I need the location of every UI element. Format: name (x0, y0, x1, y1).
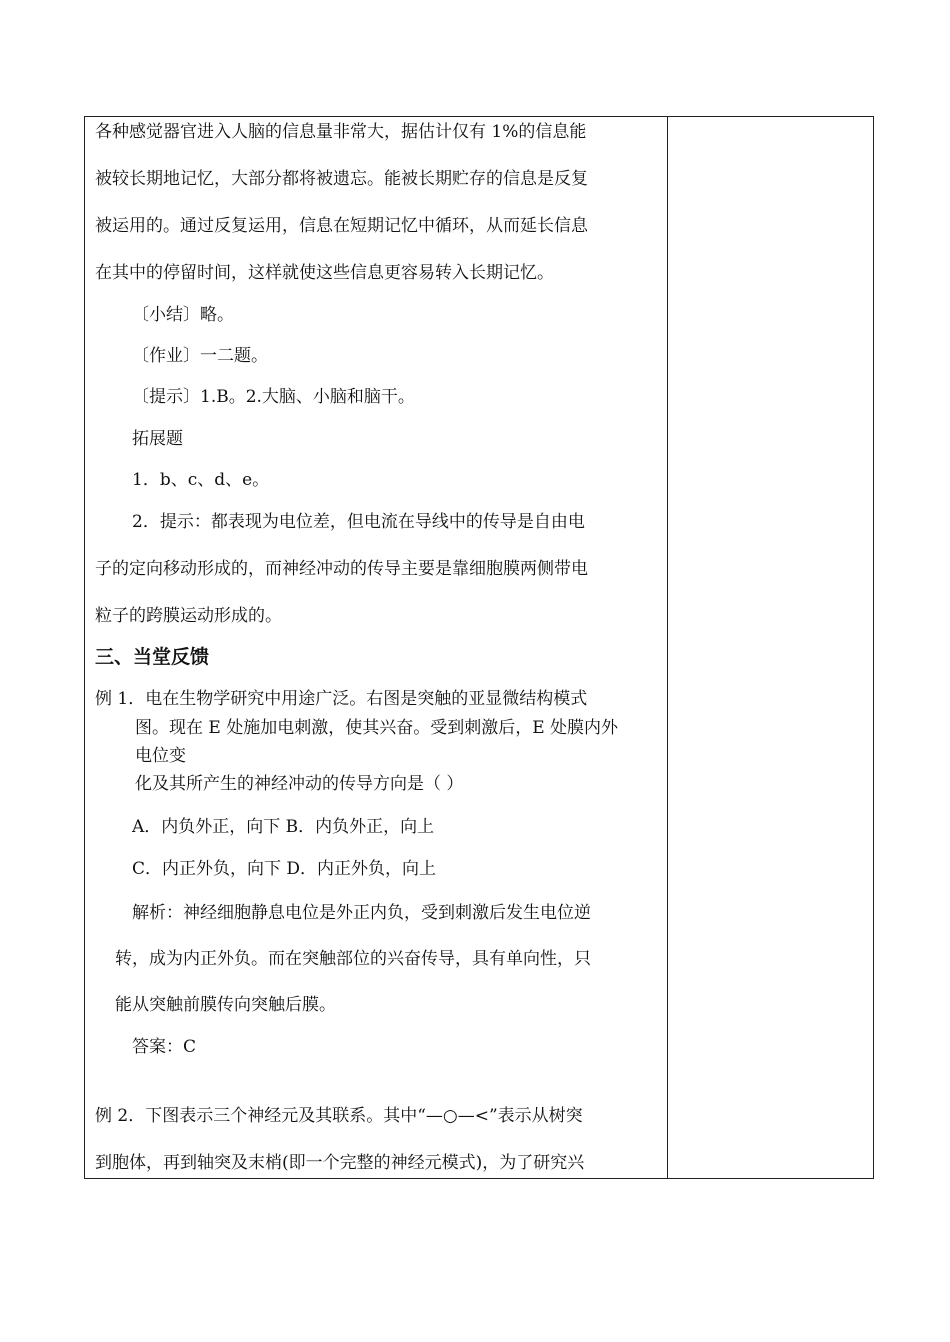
example1-analysis: 转，成为内正外负。而在突触部位的兴奋传导，具有单向性，只 (115, 949, 591, 969)
extension-title: 拓展题 (132, 429, 183, 449)
intro-line: 被较长期地记忆，大部分都将被遗忘。能被长期贮存的信息是反复 (95, 169, 588, 189)
example1-options-cd: C．内正外负，向下 D．内正外负，向上 (132, 859, 437, 879)
extension-answer-1: 1．b、c、d、e。 (132, 470, 270, 490)
homework-line: 〔作业〕一二题。 (132, 346, 268, 366)
example2-question: 到胞体，再到轴突及末梢(即一个完整的神经元模式)，为了研究兴 (95, 1153, 585, 1173)
intro-line: 在其中的停留时间，这样就使这些信息更容易转入长期记忆。 (95, 263, 554, 283)
example1-options-ab: A．内负外正，向下 B．内负外正，向上 (132, 817, 435, 837)
intro-line: 各种感觉器官进入人脑的信息量非常大，据估计仅有 1%的信息能 (95, 122, 587, 142)
example1-question: 图。现在 E 处施加电刺激，使其兴奋。受到刺激后，E 处膜内外 (135, 718, 619, 738)
extension-answer-2: 2．提示：都表现为电位差，但电流在导线中的传导是自由电 (132, 512, 585, 532)
section-title: 三、当堂反馈 (95, 646, 210, 668)
example2-question: 例 2．下图表示三个神经元及其联系。其中“—○—<”表示从树突 (95, 1106, 583, 1126)
extension-answer-2: 子的定向移动形成的，而神经冲动的传导主要是靠细胞膜两侧带电 (95, 559, 588, 579)
notes-column (668, 117, 873, 1178)
example1-question: 例 1．电在生物学研究中用途广泛。右图是突触的亚显微结构模式 (95, 689, 588, 709)
example1-question: 化及其所产生的神经冲动的传导方向是（ ） (135, 774, 464, 794)
example1-question: 电位变 (135, 746, 186, 766)
example1-answer: 答案：C (132, 1037, 197, 1057)
summary-line: 〔小结〕略。 (132, 305, 234, 325)
example1-analysis: 能从突触前膜传向突触后膜。 (115, 995, 336, 1015)
example1-analysis: 解析：神经细胞静息电位是外正内负，受到刺激后发生电位逆 (132, 903, 591, 923)
extension-answer-2: 粒子的跨膜运动形成的。 (95, 606, 282, 626)
hint-line: 〔提示〕1.B。2.大脑、小脑和脑干。 (132, 387, 415, 407)
intro-line: 被运用的。通过反复运用，信息在短期记忆中循环，从而延长信息 (95, 216, 588, 236)
